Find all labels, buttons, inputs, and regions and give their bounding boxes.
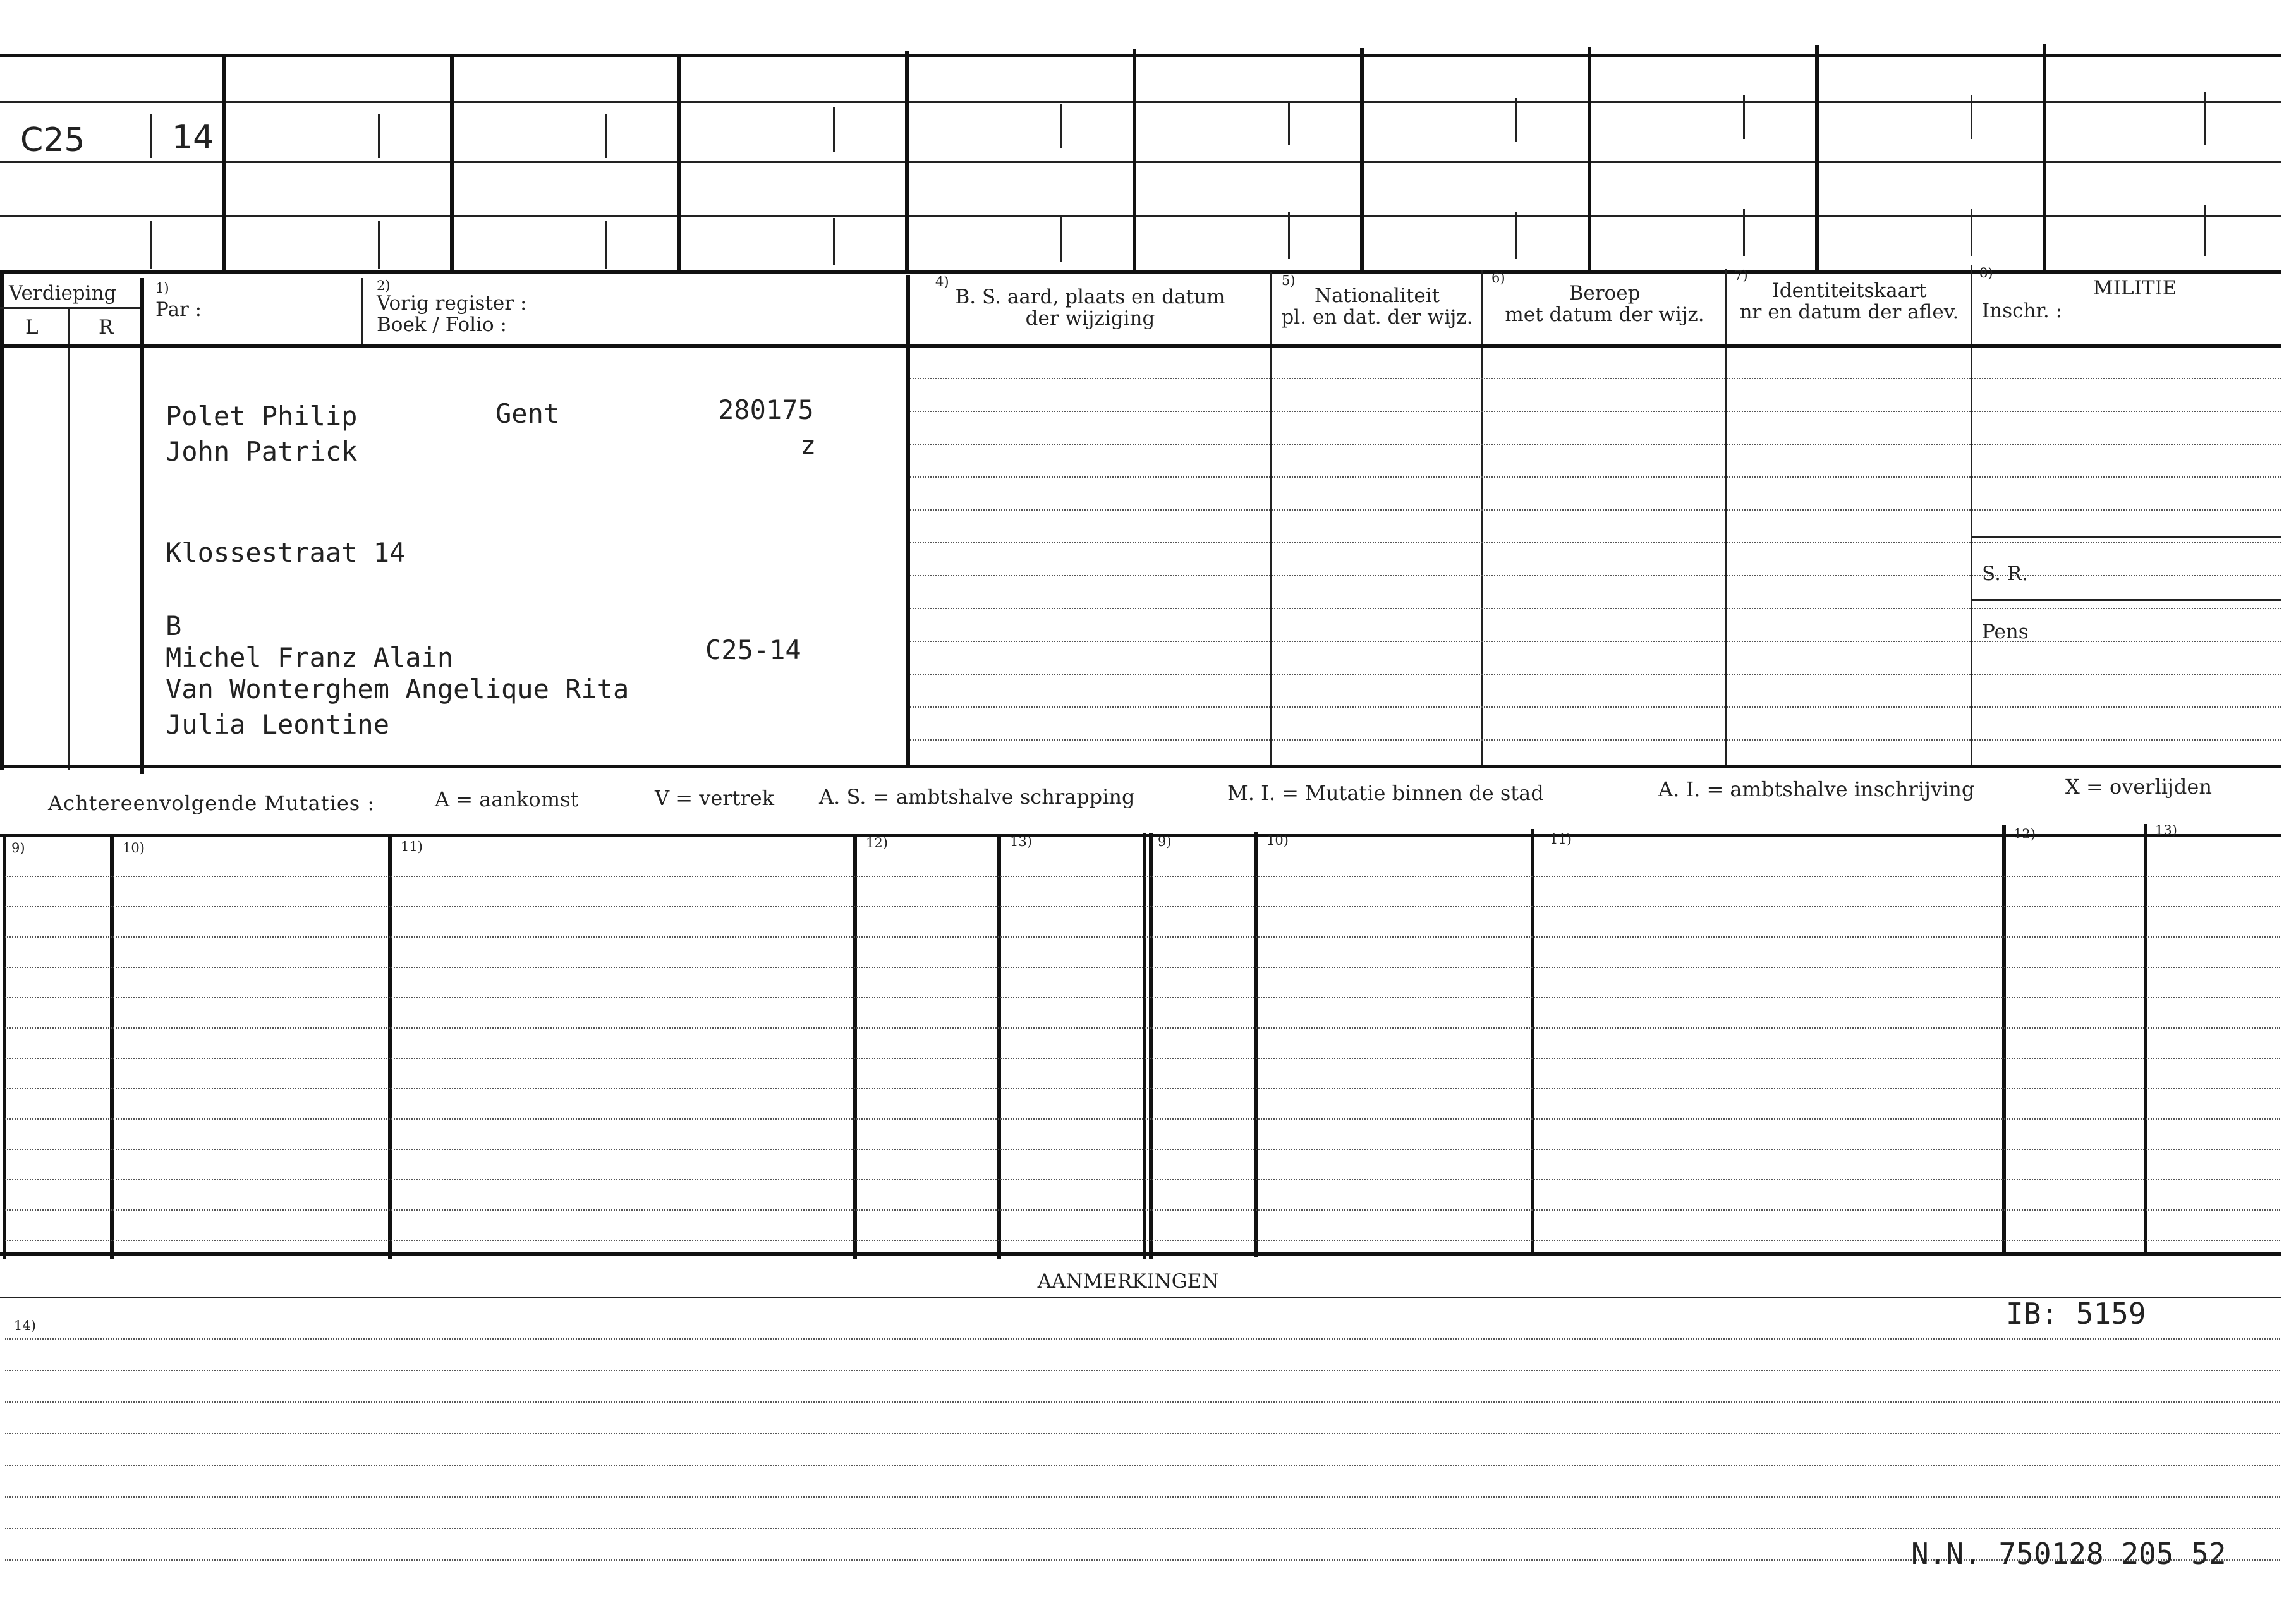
left-col12-number: 12) [866, 835, 888, 850]
ruled-line [910, 411, 2281, 412]
floor-right-label: R [99, 316, 114, 339]
militie-separator [1972, 599, 2281, 601]
address: Klossestraat 14 [166, 537, 406, 568]
ruled-line [5, 1240, 2280, 1241]
ruled-line [5, 1179, 2280, 1180]
top-grid-divider [1360, 48, 1364, 272]
top-grid-tick [2204, 92, 2206, 145]
top-grid-tick [1743, 209, 1745, 256]
person-name: Polet Philip [166, 401, 358, 432]
header-bottom-line [0, 344, 2281, 348]
ruled-line [5, 906, 2280, 907]
ruled-line [910, 608, 2281, 609]
top-grid-tick [378, 221, 380, 269]
top-grid-tick [378, 114, 380, 158]
top-grid-divider [905, 51, 909, 272]
left-col13-number: 13) [1010, 834, 1032, 849]
father-name: Michel Franz Alain [166, 642, 454, 673]
ruled-line [5, 1149, 2280, 1150]
legend-v: V = vertrek [655, 786, 775, 810]
par-label: Par : [155, 298, 202, 321]
mutation-col-line [2144, 824, 2147, 1254]
ruled-line [5, 1496, 2280, 1498]
top-grid-tick [833, 218, 835, 265]
ruled-line [910, 542, 2281, 543]
top-grid-divider [677, 54, 681, 272]
ruled-line [5, 1058, 2280, 1059]
remarks-header-line [0, 1297, 2281, 1298]
ruled-line [910, 378, 2281, 379]
ruled-line [5, 967, 2280, 968]
col8-number: 8) [1979, 265, 1993, 281]
body-bottom-line [0, 765, 2281, 768]
col6-number: 6) [1491, 270, 1505, 286]
left-col10-number: 10) [123, 840, 145, 856]
col6-label-1: Beroep [1569, 282, 1641, 305]
top-grid-tick [1971, 209, 1972, 256]
top-grid-tick [1743, 95, 1745, 139]
ib-number: IB: 5159 [2006, 1297, 2146, 1331]
col5-label-2: pl. en dat. der wijz. [1281, 306, 1473, 329]
top-grid-tick [605, 114, 607, 158]
legend-ai: A. I. = ambtshalve inschrijving [1658, 777, 1975, 801]
pens-label: Pens [1982, 620, 2029, 643]
remarks-title: AANMERKINGEN [1037, 1270, 1219, 1293]
ruled-line [5, 1118, 2280, 1120]
nationality-code: B [166, 610, 182, 641]
ruled-line [5, 1401, 2280, 1403]
top-grid-tick [1288, 101, 1290, 145]
ruled-line [910, 641, 2281, 642]
mutation-col-line [1531, 829, 1534, 1256]
house-number: 14 [172, 119, 214, 157]
ruled-line [910, 575, 2281, 576]
top-grid-divider [1588, 47, 1591, 272]
floor-divider [68, 307, 70, 770]
col5-label-1: Nationaliteit [1314, 284, 1440, 307]
right-col10-number: 10) [1266, 833, 1289, 848]
top-grid-divider [450, 54, 454, 272]
top-grid-tick [2204, 205, 2206, 256]
mutation-col-line [1149, 833, 1153, 1259]
floor-label-line [0, 307, 140, 309]
top-grid-border [0, 54, 2281, 57]
col4-label-2: der wijziging [1025, 307, 1155, 330]
inschr-label: Inschr. : [1982, 300, 2063, 322]
col6-label-2: met datum der wijz. [1505, 303, 1704, 326]
top-grid-tick [1515, 98, 1517, 142]
ruled-line [5, 1088, 2280, 1089]
top-grid-line [0, 161, 2281, 163]
col1-number: 1) [155, 281, 169, 296]
mother-name-cont: Julia Leontine [166, 709, 390, 740]
sector-code: C25 [20, 121, 85, 159]
sex: z [800, 430, 817, 461]
ruled-line [5, 1370, 2280, 1371]
book-folio-label: Boek / Folio : [377, 313, 507, 336]
col8-divider [1971, 265, 1972, 765]
col7-divider [1725, 269, 1727, 766]
legend-as: A. S. = ambtshalve schrapping [819, 785, 1135, 809]
ruled-line [5, 1338, 2280, 1340]
mutation-col-line [1254, 832, 1258, 1257]
top-grid-tick [1971, 95, 1972, 139]
mutation-col-line [853, 835, 857, 1259]
ruled-line [5, 1465, 2280, 1466]
militie-label: MILITIE [2093, 277, 2177, 300]
ruled-line [910, 674, 2281, 675]
col7-number: 7) [1734, 268, 1748, 283]
register-divider [361, 278, 363, 344]
ruled-line [910, 739, 2281, 741]
mutation-col-line [3, 835, 6, 1259]
right-col11-number: 11) [1550, 832, 1572, 847]
birthplace: Gent [495, 398, 560, 429]
left-col9-number: 9) [11, 840, 25, 856]
floor-left-label: L [25, 316, 39, 339]
top-grid-tick [1515, 212, 1517, 259]
col4-divider [906, 275, 910, 766]
mutations-top-line [0, 834, 2281, 837]
col2-number: 2) [377, 278, 391, 293]
legend-a: A = aankomst [435, 787, 579, 811]
col4-label-1: B. S. aard, plaats en datum [955, 286, 1225, 308]
ruled-line [910, 509, 2281, 511]
top-grid-line [0, 101, 2281, 103]
ruled-line [5, 997, 2280, 998]
top-grid-divider [1133, 49, 1136, 272]
national-number: N.N. 750128 205 52 [1911, 1537, 2226, 1571]
ruled-line [5, 1528, 2280, 1529]
militie-separator [1972, 536, 2281, 538]
top-grid-tick [150, 114, 152, 158]
top-grid-line [0, 215, 2281, 217]
left-col11-number: 11) [401, 839, 423, 854]
top-grid-tick [833, 107, 835, 152]
col7-label-2: nr en datum der aflev. [1739, 301, 1959, 324]
top-grid-border [0, 270, 2281, 274]
prev-register-label: Vorig register : [377, 292, 527, 315]
ruled-line [910, 476, 2281, 478]
right-col12-number: 12) [2014, 826, 2036, 842]
mutation-col-line [110, 835, 114, 1259]
par-divider [140, 278, 144, 774]
top-grid-tick [1060, 104, 1062, 148]
floor-label: Verdieping [9, 282, 117, 305]
ruled-line [910, 706, 2281, 708]
ruled-line [5, 876, 2280, 877]
legend-x: X = overlijden [2065, 775, 2212, 799]
mutation-col-line [388, 835, 392, 1259]
ruled-line [5, 1027, 2280, 1029]
reference-code: C25-14 [705, 634, 801, 665]
top-grid-tick [150, 221, 152, 269]
ruled-line [5, 1209, 2280, 1211]
mutation-col-line [1143, 833, 1146, 1259]
col7-label-1: Identiteitskaart [1771, 279, 1927, 302]
top-grid-divider [2043, 44, 2046, 272]
col4-number: 4) [935, 274, 949, 289]
mother-name: Van Wonterghem Angelique Rita [166, 674, 629, 705]
right-col13-number: 13) [2155, 823, 2177, 838]
ruled-line [5, 1433, 2280, 1434]
right-col9-number: 9) [1158, 834, 1172, 849]
legend-mi: M. I. = Mutatie binnen de stad [1227, 781, 1544, 805]
ruled-line [910, 444, 2281, 445]
given-names: John Patrick [166, 436, 358, 467]
top-grid-divider [1815, 45, 1819, 272]
birthdate: 280175 [718, 394, 814, 425]
top-grid-divider [222, 54, 226, 272]
top-grid-tick [605, 221, 607, 269]
mutation-col-line [2002, 825, 2006, 1255]
col5-number: 5) [1282, 273, 1296, 288]
top-grid-tick [1288, 212, 1290, 259]
remarks-col-number: 14) [14, 1318, 36, 1333]
top-grid-tick [1060, 215, 1062, 262]
sr-label: S. R. [1982, 562, 2029, 585]
mutation-col-line [997, 835, 1001, 1259]
ruled-line [5, 936, 2280, 938]
mutations-bottom-line [0, 1252, 2281, 1256]
mutations-title: Achtereenvolgende Mutaties : [48, 791, 375, 815]
